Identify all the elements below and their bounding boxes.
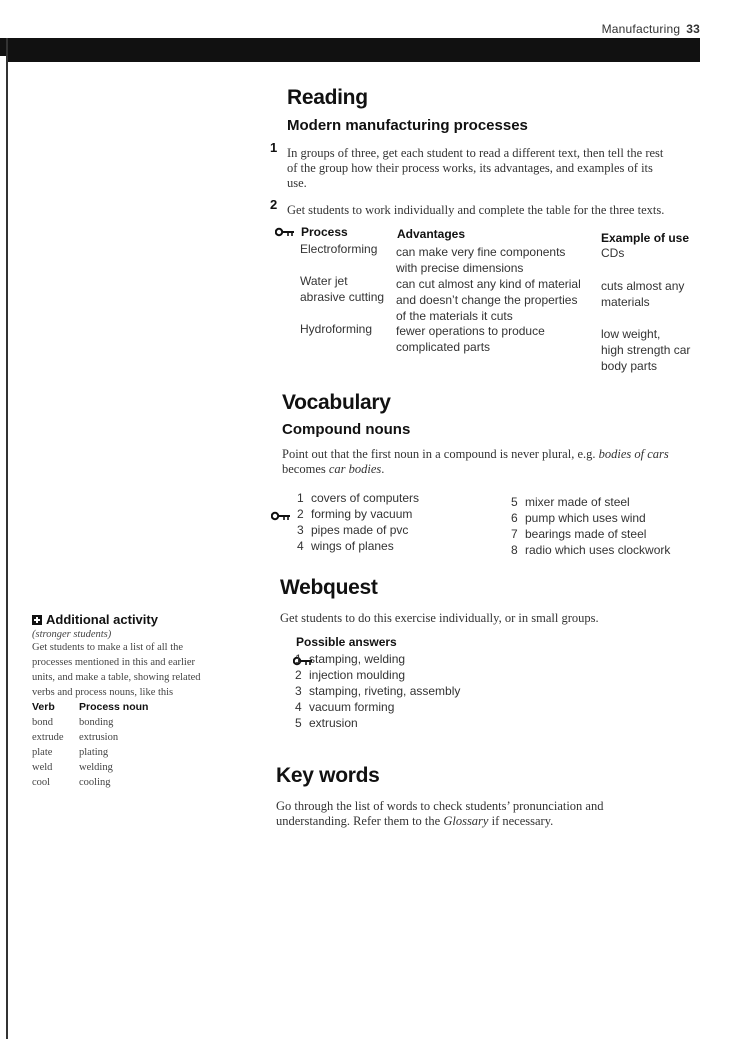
- running-header: [602, 22, 700, 36]
- list-number: 7: [511, 527, 518, 541]
- table-header-process: Process: [301, 225, 348, 239]
- left-margin-rule: [6, 38, 8, 1039]
- cell-line: CDs: [601, 246, 625, 260]
- list-text: radio which uses clockwork: [525, 543, 671, 557]
- list-item: [295, 667, 460, 683]
- table-row: [32, 760, 242, 775]
- cell-line: fewer operations to produce: [396, 324, 545, 338]
- cell-line: Water jet: [300, 274, 348, 288]
- list-text: extrusion: [309, 716, 358, 730]
- text-run: becomes: [282, 462, 329, 476]
- table-cell-process: [300, 321, 372, 337]
- table-cell-process: [300, 241, 377, 257]
- list-item: [297, 522, 419, 538]
- cell-line: body parts: [601, 359, 658, 373]
- sidebar-line: verbs and process nouns, like this: [32, 687, 174, 698]
- noun-cell: welding: [79, 762, 113, 773]
- list-text: wings of planes: [311, 539, 394, 553]
- noun-cell: bonding: [79, 717, 114, 728]
- list-number: 3: [297, 523, 304, 537]
- list-item: [511, 526, 670, 542]
- noun-cell: plating: [79, 747, 109, 758]
- list-text: mixer made of steel: [525, 495, 630, 509]
- vocabulary-list-left: [297, 490, 419, 554]
- possible-answers-heading: Possible answers: [296, 635, 397, 649]
- key-words-line: Go through the list of words to check students’ pronunciation and: [276, 799, 604, 813]
- list-number: 4: [295, 700, 302, 714]
- list-number: 3: [295, 684, 302, 698]
- table-cell-process: [300, 273, 384, 305]
- reading-item-1-line: of the group how their process works, its advantages, and examples of its: [287, 161, 653, 175]
- list-item: [297, 506, 419, 522]
- list-item: [295, 683, 460, 699]
- cell-line: Electroforming: [300, 242, 378, 256]
- reading-heading: Reading: [287, 86, 368, 109]
- list-item: [295, 651, 460, 667]
- table-row: [32, 775, 242, 790]
- list-number: 1: [295, 652, 302, 666]
- cell-line: materials: [601, 295, 650, 309]
- header-bar: [8, 38, 700, 62]
- list-text: injection moulding: [309, 668, 406, 682]
- list-number: 5: [511, 495, 518, 509]
- additional-activity-subtitle: (stronger students): [32, 629, 112, 640]
- list-item: [511, 510, 670, 526]
- cell-line: low weight,: [601, 327, 661, 341]
- list-item: [295, 699, 460, 715]
- vocabulary-subheading: Compound nouns: [282, 421, 411, 438]
- cell-line: Hydroforming: [300, 322, 373, 336]
- additional-activity-box: [32, 612, 242, 790]
- plus-box-icon: [32, 615, 42, 625]
- verb-cell: weld: [32, 762, 53, 773]
- table-row: [32, 745, 242, 760]
- vocabulary-para-line: [282, 447, 712, 462]
- cell-line: high strength car: [601, 343, 691, 357]
- list-text: forming by vacuum: [311, 507, 413, 521]
- vocabulary-heading: Vocabulary: [282, 391, 391, 414]
- cell-line: can make very fine components: [396, 245, 566, 259]
- list-item: [511, 494, 670, 510]
- list-item: [295, 715, 460, 731]
- cell-line: and doesn’t change the properties: [396, 293, 578, 307]
- reading-item-2-number: 2: [270, 197, 278, 212]
- reading-item-1-line: use.: [287, 176, 307, 190]
- cell-line: of the materials it cuts: [396, 309, 513, 323]
- reading-item-2-text: Get students to work individually and complete the table for the three texts.: [287, 203, 665, 217]
- text-run: understanding. Refer them to the: [276, 814, 444, 828]
- text-run: Point out that the first noun in a compound is never plural, e.g.: [282, 447, 599, 461]
- table-cell-example: [601, 326, 690, 374]
- list-number: 8: [511, 543, 518, 557]
- verb-cell: cool: [32, 777, 51, 788]
- vocabulary-para-line: [282, 462, 712, 477]
- table-cell-advantages: [396, 276, 581, 324]
- list-number: 2: [295, 668, 302, 682]
- verb-noun-header: [32, 700, 242, 715]
- list-item: [297, 538, 419, 554]
- vocabulary-list-right: [511, 494, 670, 558]
- page-number: 33: [686, 22, 700, 36]
- cell-line: can cut almost any kind of material: [396, 277, 581, 291]
- verb-cell: plate: [32, 747, 53, 758]
- answer-key-icon: [271, 511, 291, 521]
- verb-cell: extrude: [32, 732, 64, 743]
- reading-item-1-line: In groups of three, get each student to read a different text, then tell the rest: [287, 146, 664, 160]
- reading-item-1-text: [287, 146, 707, 191]
- webquest-heading: Webquest: [280, 576, 378, 599]
- list-item: [297, 490, 419, 506]
- cell-line: cuts almost any: [601, 279, 685, 293]
- possible-answers-list: [295, 651, 460, 731]
- table-cell-advantages: [396, 323, 545, 355]
- section-name: Manufacturing: [601, 22, 681, 36]
- noun-cell: cooling: [79, 777, 111, 788]
- table-header-advantages: Advantages: [397, 227, 466, 241]
- list-text: vacuum forming: [309, 700, 395, 714]
- list-text: stamping, welding: [309, 652, 406, 666]
- list-number: 5: [295, 716, 302, 730]
- additional-activity-title: [32, 612, 242, 627]
- sidebar-line: units, and make a table, showing related: [32, 672, 201, 683]
- list-text: stamping, riveting, assembly: [309, 684, 461, 698]
- vocabulary-paragraph: [282, 447, 712, 477]
- verb-noun-table: [32, 700, 242, 790]
- table-row: [32, 730, 242, 745]
- cell-line: with precise dimensions: [396, 261, 524, 275]
- sidebar-line: Get students to make a list of all the: [32, 642, 184, 653]
- cell-line: complicated parts: [396, 340, 491, 354]
- table-cell-advantages: [396, 244, 565, 276]
- table-row: [32, 715, 242, 730]
- reading-subheading: Modern manufacturing processes: [287, 117, 528, 134]
- cell-line: abrasive cutting: [300, 290, 385, 304]
- list-item: [511, 542, 670, 558]
- text-run: if necessary.: [488, 814, 554, 828]
- table-cell-example: [601, 245, 624, 261]
- list-text: covers of computers: [311, 491, 420, 505]
- table-cell-example: [601, 278, 684, 310]
- verb-column-header: Verb: [32, 701, 55, 713]
- list-text: bearings made of steel: [525, 527, 647, 541]
- key-words-paragraph: [276, 799, 706, 829]
- reading-item-1-number: 1: [270, 140, 278, 155]
- list-number: 6: [511, 511, 518, 525]
- text-run-italic: Glossary: [443, 814, 489, 828]
- text-run: .: [381, 462, 385, 476]
- noun-cell: extrusion: [79, 732, 119, 743]
- table-header-example: Example of use: [601, 231, 690, 245]
- verb-cell: bond: [32, 717, 53, 728]
- answer-key-icon: [275, 227, 295, 237]
- list-number: 1: [297, 491, 304, 505]
- text-run-italic: bodies of cars: [598, 447, 669, 461]
- list-number: 2: [297, 507, 304, 521]
- key-words-heading: Key words: [276, 764, 380, 787]
- webquest-intro: Get students to do this exercise individually, or in small groups.: [280, 611, 599, 625]
- noun-column-header: Process noun: [79, 701, 149, 713]
- list-text: pipes made of pvc: [311, 523, 409, 537]
- list-number: 4: [297, 539, 304, 553]
- text-run-italic: car bodies: [328, 462, 382, 476]
- sidebar-line: processes mentioned in this and earlier: [32, 657, 195, 668]
- list-text: pump which uses wind: [525, 511, 646, 525]
- key-words-line: [276, 814, 706, 829]
- additional-activity-title-text: Additional activity: [46, 612, 158, 627]
- additional-activity-text: [32, 640, 242, 700]
